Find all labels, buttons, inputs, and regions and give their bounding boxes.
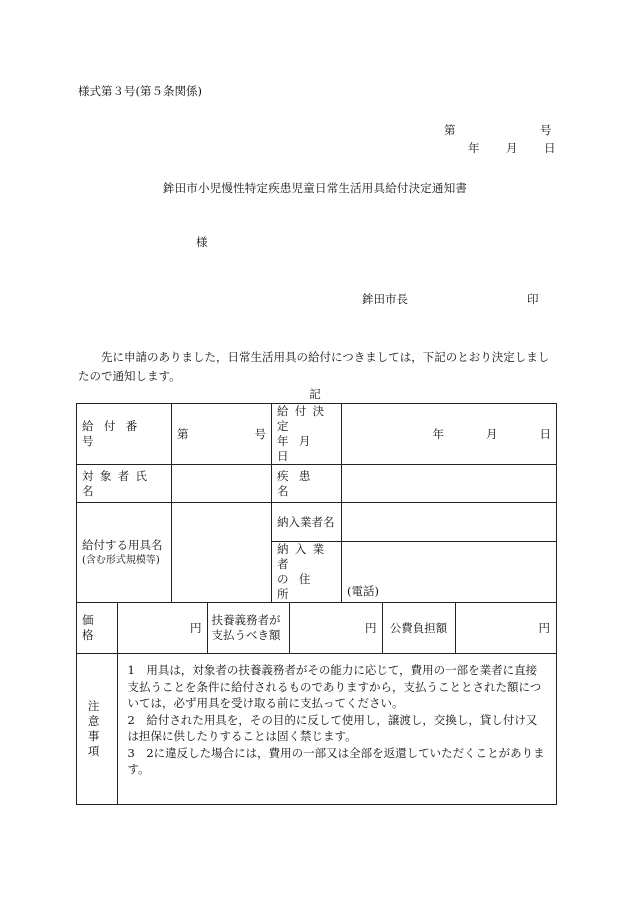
row-notes xyxy=(77,654,557,805)
vendor-name-label: 納入業者名 xyxy=(272,503,342,542)
row-subject xyxy=(77,465,557,503)
guardian-pay-label: 扶養義務者が 支払うべき額 xyxy=(207,603,289,653)
subject-name-label: 対象者氏名 xyxy=(77,465,172,503)
date-day: 日 xyxy=(544,141,556,155)
note-item-1: 1 用具は，対象者の扶養義務者がその能力に応じて，費用の一部を業者に直接支払うことを条件に給付されるものでありますから，支払うこととされた額については，必ず用具を受け取る前に支払ってください。 xyxy=(127,663,542,710)
disease-label: 疾患名 xyxy=(272,465,342,503)
row-equipment-vendor xyxy=(77,503,557,542)
body-text-content: 先に申請のありました，日常生活用具の給付につきましては，下記のとおり決定しましたので通知します。 xyxy=(78,350,550,383)
issuer-mayor: 鉾田市長 xyxy=(362,292,408,306)
vendor-address-field xyxy=(342,542,557,603)
notes-label: 注意 事項 xyxy=(87,699,106,758)
grant-details-table xyxy=(76,403,557,805)
guardian-pay-field: 円 xyxy=(289,603,382,653)
document-date xyxy=(468,141,556,156)
subject-name-field xyxy=(172,465,272,503)
disease-field xyxy=(342,465,557,503)
date-year: 年 xyxy=(468,141,480,155)
document-number-prefix: 第 xyxy=(444,123,456,137)
document-number xyxy=(444,123,552,138)
equipment-field xyxy=(172,503,272,603)
phone-label: (電話) xyxy=(347,584,379,599)
row-price xyxy=(77,603,557,654)
row-grant-number xyxy=(77,404,557,465)
public-share-label: 公費負担額 xyxy=(382,603,455,653)
form-number-label: 様式第３号(第５条関係) xyxy=(78,84,202,98)
notes-content xyxy=(117,654,556,804)
price-field: 円 xyxy=(117,603,207,653)
document-title: 鉾田市小児慢性特定疾患児童日常生活用具給付決定通知書 xyxy=(162,181,468,195)
seal-mark: 印 xyxy=(527,292,539,306)
note-item-3: 3 2に違反した場合には，費用の一部又は全部を返還していただくことがあります。 xyxy=(127,745,545,776)
decision-date-field: 年 月 日 xyxy=(342,404,557,465)
grant-number-label: 給付番号 xyxy=(77,404,172,465)
price-label: 価格 xyxy=(82,613,100,642)
addressee-honorific: 様 xyxy=(196,235,208,249)
body-text xyxy=(78,348,558,386)
date-month: 月 xyxy=(506,141,518,155)
ki-heading: 記 xyxy=(309,387,321,401)
note-item-2: 2 給付された用具を，その目的に反して使用し，譲渡し，交換し，貸し付け又は担保に供したりすることは固く禁じます。 xyxy=(127,712,538,743)
document-number-suffix: 号 xyxy=(540,123,552,137)
vendor-name-field xyxy=(342,503,557,542)
vendor-address-label: 納入業者 の住所 xyxy=(272,542,342,603)
equipment-label: 給付する用具名 (含む形式規模等) xyxy=(77,503,172,603)
decision-date-label: 給付決定 年月日 xyxy=(272,404,342,465)
grant-number-field: 第 号 xyxy=(172,404,272,465)
public-share-field: 円 xyxy=(455,603,556,653)
